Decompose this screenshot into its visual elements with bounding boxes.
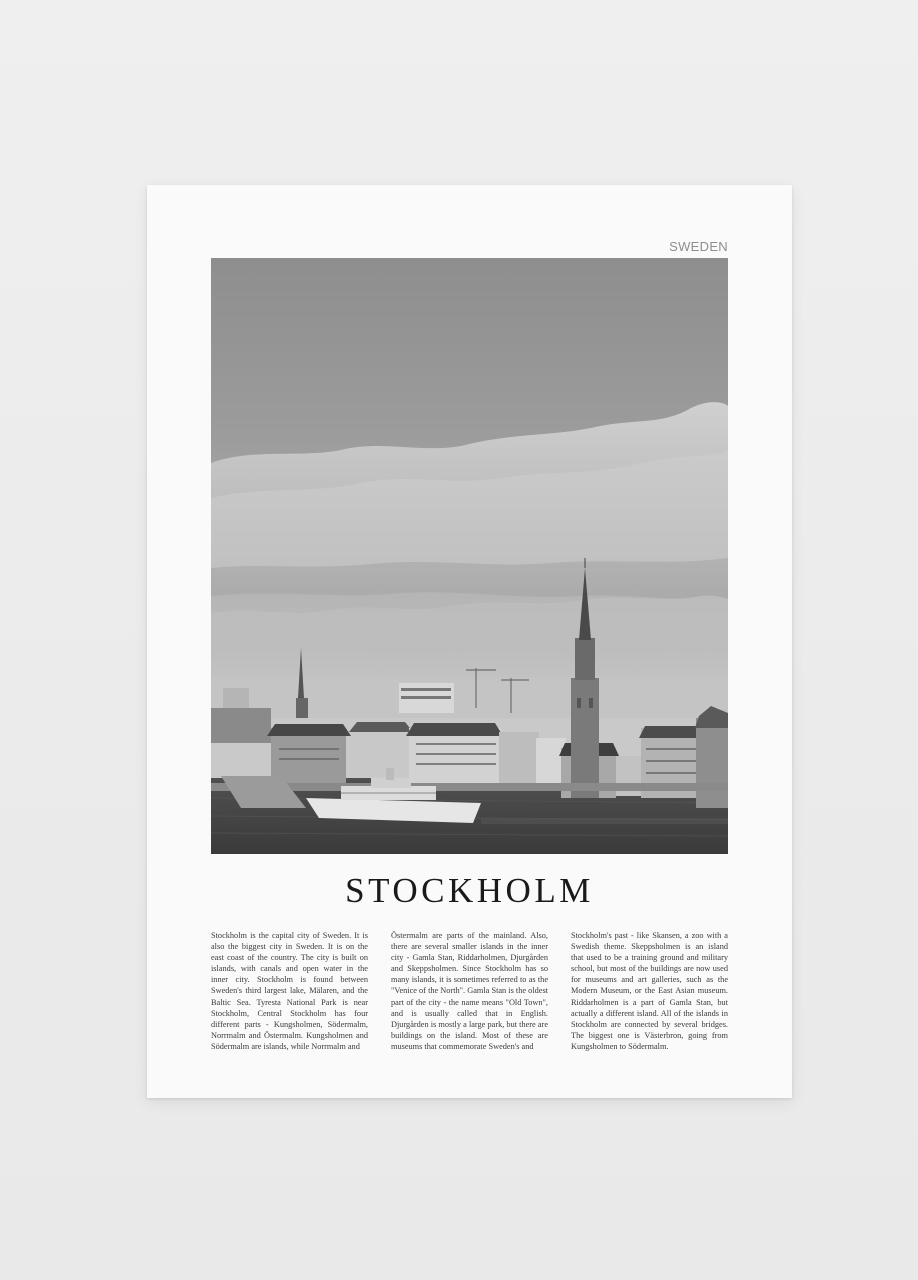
text-column-1: Stockholm is the capital city of Sweden. It is also the biggest city in Sweden. It is on the east coast of the country. The city is built on islands, with canals and open water in the inner city. Stockholm is found between Sweden's third largest lake, Mälaren, and the Baltic Sea. Tyresta National Park is near Stockholm, Central Stockholm has four different parts - Kungsholmen, Södermalm, Norrmalm and Östermalm. Kungsholmen and Södermalm are islands, while Norrmalm and (211, 931, 368, 1051)
stockholm-photo (211, 258, 728, 854)
text-column-2: Östermalm are parts of the mainland. Also, there are several smaller islands in the inner city - Gamla Stan, Riddarholmen, Djurgården and Skeppsholmen. Since Stockholm has so many islands, it is sometimes referred to as the "Venice of the North". Gamla Stan is the oldest part of the city - the name means "Old Town", and is usually called that in English. Djurgården is mostly a large park, but there are buildings on the island. Most of these are museums that commemorate Sweden's and (391, 931, 548, 1051)
text-column-3: Stockholm's past - like Skansen, a zoo with a Swedish theme. Skeppsholmen is an island that used to be a training ground and military school, but most of the buildings are now used for museums and art galleries, such as the Modern Museum, or the East Asian museum. Riddarholmen is a part of Gamla Stan, but actually a different island. All of the islands in Stockholm are connected by several bridges. The biggest one is Västerbron, going from Kungsholmen to Södermalm. (571, 931, 728, 1051)
country-label: SWEDEN (669, 239, 728, 254)
poster-title: STOCKHOLM (345, 871, 594, 910)
poster (147, 185, 792, 1098)
